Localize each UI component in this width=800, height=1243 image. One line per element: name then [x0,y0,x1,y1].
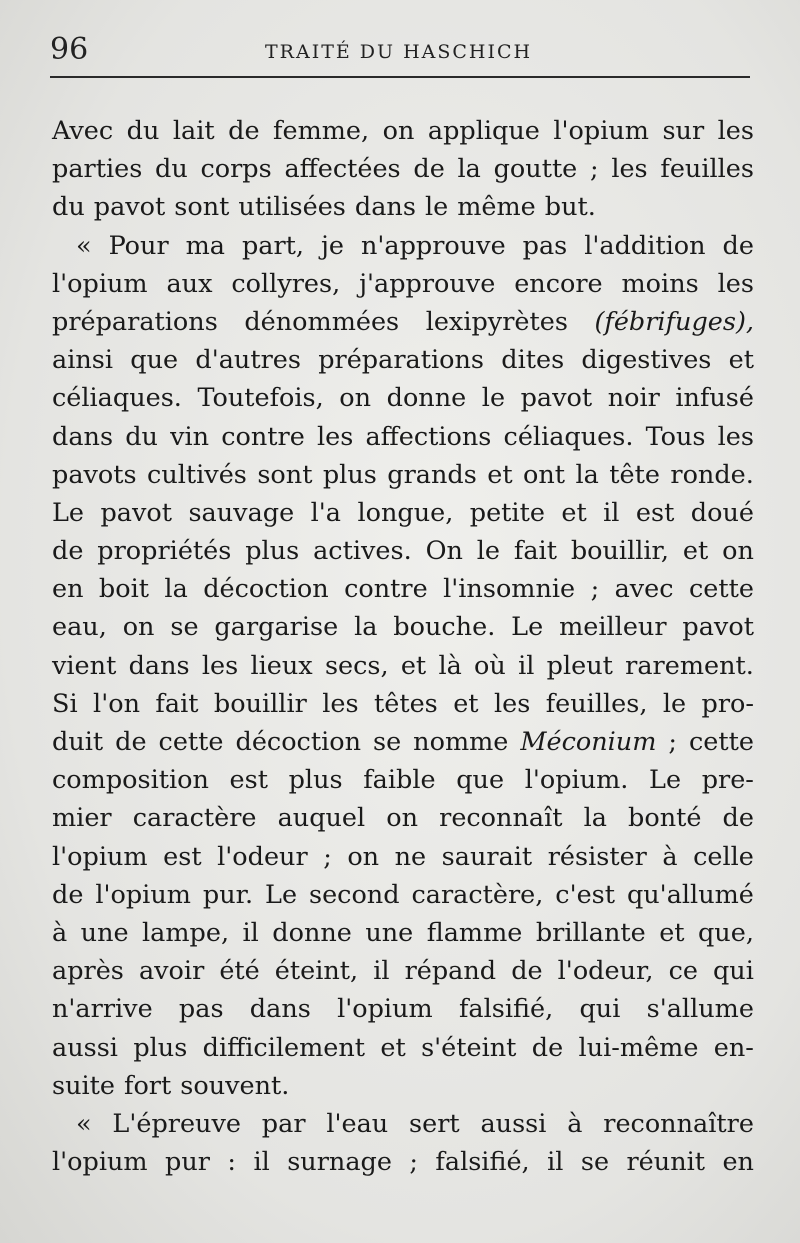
word: fait [513,536,557,567]
word: ne [394,841,427,872]
word: lui-même [578,1032,699,1063]
word: pro- [701,688,754,719]
word: qu'allumé [626,879,754,910]
word: l'a [310,497,342,528]
word: pre- [701,765,754,796]
word: de [115,727,147,757]
text-line [52,799,754,837]
word: là [438,650,462,681]
word: on [122,612,155,643]
text-line [52,685,754,723]
word: caractère, [411,879,544,910]
text-line [52,608,754,646]
word: en [722,1147,754,1178]
word: il [518,650,535,681]
word: feuilles [660,154,754,185]
word: noir [607,383,660,414]
word: l'opium [52,841,148,872]
word: il [373,956,390,987]
word: propriétés [97,536,232,567]
word: longue, [357,497,454,528]
word: le [476,536,501,567]
word: Le [511,612,544,643]
word: digestives [581,345,712,376]
word: goutte [493,154,578,185]
running-title: TRAITÉ DU HASCHICH [265,41,533,63]
word: vin [170,421,210,452]
word: l'eau [326,1108,389,1139]
word: sauvage [188,497,295,528]
word: ; [409,1147,418,1178]
word: ce [668,956,698,987]
word: Le [52,497,85,528]
word: parties [52,154,143,185]
word: n'approuve [360,230,506,261]
word: de [413,154,445,185]
word: du [126,116,160,146]
word: contre [221,421,305,452]
word: réunit [626,1147,706,1178]
word: les [316,421,354,452]
text-line [52,532,754,570]
word: donne [386,383,467,414]
word: reconnaît [439,803,563,834]
word: céliaques. [503,421,634,452]
word: ; [323,841,332,872]
word: est [229,765,268,796]
word: sert [409,1108,460,1139]
word: la [354,612,378,643]
word: part, [241,230,305,261]
word: et [487,459,513,490]
text-line [52,341,754,379]
text-line [52,570,754,608]
word: Le [649,765,682,796]
text-line [52,723,754,761]
word: difficilement [202,1032,366,1063]
word: il [253,1147,270,1178]
word: tête [609,459,660,490]
word: de [531,1032,564,1063]
word: aussi [52,1032,118,1063]
word: la [583,803,607,834]
page-header [50,30,750,70]
word: l'opium [337,994,433,1025]
text-line [52,914,754,952]
word: saurait [441,841,533,872]
body-text [52,112,754,1181]
word: préparations [52,306,218,337]
word: surnage [287,1147,392,1178]
text-line [52,990,754,1028]
word: dans [128,650,190,681]
word: plus [288,765,343,796]
word: où [474,650,506,681]
word: que [130,345,179,376]
word: qui [579,994,621,1025]
word: aux [166,268,213,299]
word: se [170,612,199,643]
word: et [400,650,427,681]
word: à [52,917,68,948]
word: pas [178,994,224,1025]
word: on [347,841,380,872]
word: cette [688,574,754,605]
word: une [80,917,129,948]
text-line [52,1029,754,1067]
word: et [728,345,754,376]
word: qui [712,956,754,987]
text-line [52,265,754,303]
word: même [457,192,536,223]
word: « [76,1108,92,1139]
word: par [261,1108,306,1139]
text-line [52,112,754,150]
word: applique [427,116,540,146]
word: avec [614,574,674,605]
word: têtes [374,688,438,719]
word: encore [514,268,603,299]
word: préparations [318,345,484,376]
word: la [457,154,481,185]
text-line [52,1143,754,1181]
word: auquel [277,803,366,834]
text-line [52,303,754,341]
word: que, [697,917,754,948]
text-line [52,188,754,226]
word: Le [265,879,298,910]
word: du [155,154,188,185]
word: collyres, [231,268,341,299]
word: c'est [555,879,616,910]
word: pavot [682,612,754,643]
word: et [659,917,685,948]
word: falsifié, [458,994,554,1025]
word: il [242,917,259,948]
word: infusé [675,383,754,414]
word: pavot [100,497,173,528]
word: contre [344,574,428,605]
word: secs, [324,650,389,681]
word: il [547,1147,564,1178]
word: je [320,230,344,261]
word: Toutefois, [197,383,324,414]
word: On [425,536,463,567]
word: n'arrive [52,994,153,1025]
word: bouillir [213,688,307,719]
word: l'addition [584,230,706,261]
word: dans [249,994,311,1025]
word: répand [404,956,497,987]
word: lampe, [142,917,230,948]
word: ; [590,574,600,605]
word: les [717,421,754,452]
word: est [163,841,202,872]
word: cette [158,727,224,757]
text-line [52,379,754,417]
word: de [511,956,543,987]
word: de [722,803,754,834]
word: falsifié, [435,1147,530,1178]
word: bouillir, [570,536,670,567]
word: de [52,879,84,910]
word: but. [544,192,596,223]
word: et [682,536,709,567]
word: ainsi [52,345,114,376]
word: mier [52,803,112,834]
word: céliaques. [52,383,182,414]
word: reconnaître [603,1108,754,1139]
text-line [52,150,754,188]
word: plus [322,459,377,490]
word: de [228,116,260,146]
word: brillante [535,917,646,948]
text-line [52,876,754,914]
word: l'opium [95,879,191,910]
word: suite [52,1070,116,1101]
word: composition [52,765,209,796]
word: les [201,650,239,681]
word: lait [172,116,215,146]
word: et [561,497,587,528]
word: bonté [628,803,702,834]
text-line [52,456,754,494]
word: décoction [203,574,329,605]
word: il [603,497,620,528]
word: meilleur [559,612,667,643]
word: affections [365,421,492,452]
word: décoction [235,727,362,757]
word: dites [501,345,565,376]
word: l'opium [553,116,649,146]
word: les [611,154,648,185]
word: et [380,1032,406,1063]
word: l'on [93,688,140,719]
word: moins [621,268,699,299]
text-line [52,952,754,990]
word: rarement. [625,650,754,681]
word: pur. [202,879,254,910]
text-line [52,838,754,876]
text-line [52,418,754,456]
word: l'insomnie [443,574,576,605]
word: Tous [645,421,706,452]
word: utilisées [238,192,346,223]
word: lexipyrètes [425,306,568,337]
word: pas [522,230,568,261]
word: gargarise [214,612,339,643]
word: vient [52,650,117,681]
word: est [635,497,675,528]
word: les [717,116,754,146]
word: avoir [138,956,205,987]
text-line [52,494,754,532]
word: pavots [52,459,137,490]
word: grands [387,459,477,490]
word: eau, [52,612,107,643]
word: pleut [546,650,613,681]
word: lieux [250,650,313,681]
word: corps [200,154,272,185]
word: en [52,574,84,605]
word: ; [668,727,677,757]
page-number: 96 [50,32,89,67]
word: pavot [520,383,593,414]
word: s'allume [646,994,754,1025]
word: femme, [273,116,370,146]
word: pur [165,1147,210,1178]
word: que [456,765,505,796]
word: (fébrifuges), [594,306,754,337]
word: résister [547,841,647,872]
word: Méconium [520,727,657,757]
word: les [322,688,359,719]
word: s'éteint [421,1032,517,1063]
word: sur [662,116,705,146]
word: : [227,1147,237,1178]
word: ma [185,230,225,261]
text-line [52,1105,754,1143]
word: dans [52,421,114,452]
word: et [453,688,479,719]
word: nomme [413,727,509,757]
word: on [382,116,415,146]
word: le [424,192,449,223]
word: éteint, [274,956,359,987]
word: on [339,383,372,414]
word: sont [257,459,313,490]
word: à [567,1108,583,1139]
word: après [52,956,124,987]
header-rule [50,76,750,78]
text-line [52,761,754,799]
word: feuilles, [545,688,648,719]
word: les [717,268,754,299]
word: aussi [480,1108,547,1139]
word: celle [693,841,754,872]
word: Avec [52,116,114,146]
word: flamme [426,917,523,948]
word: l'opium [52,268,148,299]
word: ont [523,459,566,490]
word: petite [469,497,545,528]
word: L'épreuve [112,1108,241,1139]
word: on [386,803,419,834]
word: d'autres [195,345,301,376]
word: bouche. [393,612,496,643]
word: donne [272,917,352,948]
word: duit [52,727,104,757]
word: actives. [313,536,412,567]
word: faible [363,765,436,796]
word: plus [245,536,300,567]
word: en- [713,1032,754,1063]
word: pavot [93,192,166,223]
word: du [125,421,158,452]
word: se [580,1147,610,1178]
word: sont [174,192,230,223]
word: l'opium [52,1147,148,1178]
word: j'approuve [359,268,496,299]
word: l'odeur, [557,956,654,987]
word: plus [133,1032,188,1063]
word: cultivés [147,459,247,490]
word: cette [688,727,754,757]
word: le [481,383,506,414]
word: dénommées [244,306,400,337]
word: l'opium. [524,765,629,796]
word: à [662,841,678,872]
word: été [219,956,260,987]
word: Pour [108,230,169,261]
word: le [662,688,687,719]
word: caractère [132,803,257,834]
word: affectées [284,154,401,185]
word: les [493,688,531,719]
word: fort [124,1070,172,1101]
word: ronde. [670,459,754,490]
text-line [52,227,754,265]
word: du [52,192,85,223]
word: fait [155,688,199,719]
word: souvent. [180,1070,290,1101]
word: second [309,879,400,910]
word: « [76,230,92,261]
word: l'odeur [217,841,308,872]
word: de [722,230,754,261]
word: dans [354,192,416,223]
word: boit [98,574,150,605]
word: une [365,917,414,948]
word: se [373,727,402,757]
text-line [52,1067,754,1105]
word: la [164,574,188,605]
word: doué [690,497,754,528]
word: Si [52,688,78,719]
word: on [722,536,754,567]
word: ; [590,154,599,185]
text-line [52,647,754,685]
word: la [575,459,599,490]
word: de [52,536,84,567]
